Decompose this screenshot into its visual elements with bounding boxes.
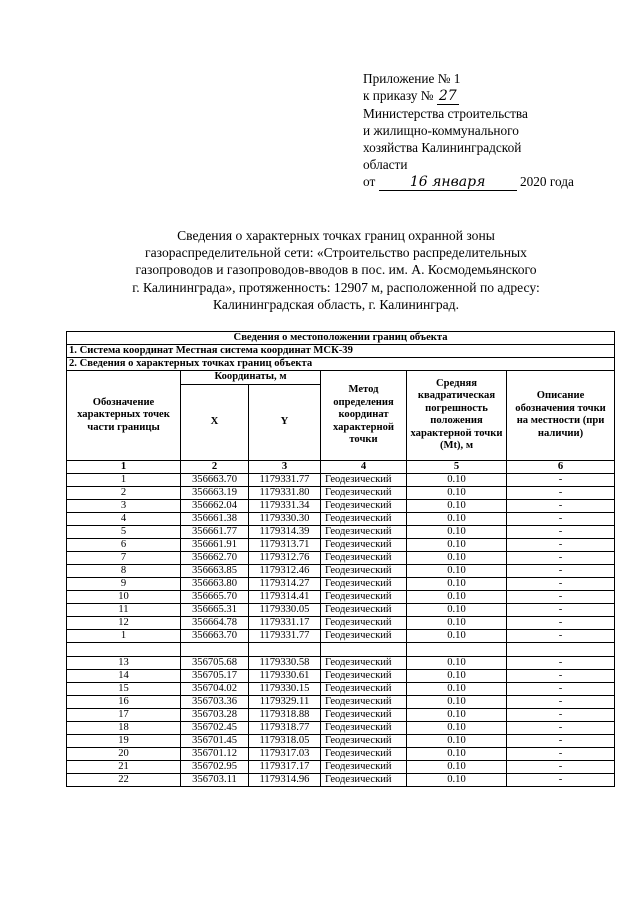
description-cell: - <box>507 603 615 616</box>
document-title <box>96 227 576 313</box>
table-row <box>67 734 615 747</box>
x-coordinate-cell: 356663.19 <box>181 486 249 499</box>
method-cell: Геодезический <box>321 747 407 760</box>
table-row <box>67 473 615 486</box>
y-coordinate-cell: 1179317.17 <box>249 760 321 773</box>
error-cell: 0.10 <box>407 512 507 525</box>
title-line-2: газораспределительной сети: «Строительство распределительных <box>145 245 527 261</box>
title-line-1: Сведения о характерных точках границ охранной зоны <box>177 228 495 243</box>
order-date-line <box>363 173 623 191</box>
y-coordinate-cell: 1179312.76 <box>249 551 321 564</box>
x-coordinate-cell: 356662.04 <box>181 499 249 512</box>
order-number-handwritten: 27 <box>437 89 459 105</box>
x-coordinate-cell: 356663.70 <box>181 473 249 486</box>
table-row <box>67 747 615 760</box>
order-prefix: к приказу № <box>363 88 434 103</box>
error-cell: 0.10 <box>407 682 507 695</box>
coordinate-system-row: 1. Система координат Местная система координат МСК-39 <box>67 345 615 358</box>
error-cell: 0.10 <box>407 616 507 629</box>
table-row <box>67 669 615 682</box>
point-number-cell: 7 <box>67 551 181 564</box>
description-cell: - <box>507 616 615 629</box>
method-cell: Геодезический <box>321 603 407 616</box>
y-coordinate-cell: 1179331.80 <box>249 486 321 499</box>
table-row <box>67 525 615 538</box>
col-error-header: Средняя квадратическая погрешность положения характерной точки (Mt), м <box>407 371 507 461</box>
description-cell: - <box>507 486 615 499</box>
description-cell: - <box>507 708 615 721</box>
point-number-cell: 11 <box>67 603 181 616</box>
point-number-cell: 5 <box>67 525 181 538</box>
point-number-cell: 1 <box>67 473 181 486</box>
point-number-cell: 3 <box>67 499 181 512</box>
description-cell: - <box>507 629 615 642</box>
col-x-header: X <box>181 384 249 460</box>
error-cell: 0.10 <box>407 473 507 486</box>
error-cell: 0.10 <box>407 629 507 642</box>
date-suffix: 2020 года <box>519 174 574 189</box>
y-coordinate-cell: 1179330.30 <box>249 512 321 525</box>
point-number-cell: 10 <box>67 590 181 603</box>
description-cell: - <box>507 525 615 538</box>
table-row <box>67 682 615 695</box>
error-cell: 0.10 <box>407 721 507 734</box>
title-line-3: газопроводов и газопроводов-вводов в пос. им. А. Космодемьянского <box>135 262 537 278</box>
description-cell: - <box>507 747 615 760</box>
date-prefix: от <box>363 174 376 189</box>
y-coordinate-cell: 1179330.58 <box>249 656 321 669</box>
y-coordinate-cell: 1179318.05 <box>249 734 321 747</box>
x-coordinate-cell: 356703.11 <box>181 773 249 786</box>
col-number-1: 1 <box>67 460 181 473</box>
x-coordinate-cell: 356702.95 <box>181 760 249 773</box>
boundary-points-table <box>66 331 615 787</box>
point-number-cell: 17 <box>67 708 181 721</box>
y-coordinate-cell: 1179317.03 <box>249 747 321 760</box>
error-cell: 0.10 <box>407 577 507 590</box>
point-number-cell: 8 <box>67 564 181 577</box>
y-coordinate-cell: 1179330.15 <box>249 682 321 695</box>
ministry-line-3: хозяйства Калининградской <box>363 140 522 155</box>
method-cell: Геодезический <box>321 590 407 603</box>
method-cell: Геодезический <box>321 721 407 734</box>
error-cell: 0.10 <box>407 538 507 551</box>
table-row <box>67 656 615 669</box>
method-cell: Геодезический <box>321 773 407 786</box>
y-coordinate-cell: 1179318.77 <box>249 721 321 734</box>
table-row <box>67 721 615 734</box>
ministry-line-1: Министерства строительства <box>363 106 528 121</box>
col-y-header: Y <box>249 384 321 460</box>
method-cell: Геодезический <box>321 682 407 695</box>
error-cell: 0.10 <box>407 773 507 786</box>
x-coordinate-cell: 356702.45 <box>181 721 249 734</box>
method-cell: Геодезический <box>321 538 407 551</box>
y-coordinate-cell: 1179329.11 <box>249 695 321 708</box>
col-number-2: 2 <box>181 460 249 473</box>
table-row <box>67 629 615 642</box>
error-cell: 0.10 <box>407 734 507 747</box>
date-handwritten: 16 января <box>379 175 517 191</box>
error-cell: 0.10 <box>407 603 507 616</box>
blank-cell <box>407 642 507 656</box>
error-cell: 0.10 <box>407 760 507 773</box>
appendix-title: Приложение № 1 <box>363 71 461 86</box>
col-number-3: 3 <box>249 460 321 473</box>
point-number-cell: 20 <box>67 747 181 760</box>
error-cell: 0.10 <box>407 564 507 577</box>
error-cell: 0.10 <box>407 499 507 512</box>
y-coordinate-cell: 1179331.77 <box>249 629 321 642</box>
method-cell: Геодезический <box>321 629 407 642</box>
point-number-cell: 4 <box>67 512 181 525</box>
point-number-cell: 9 <box>67 577 181 590</box>
point-number-cell: 19 <box>67 734 181 747</box>
error-cell: 0.10 <box>407 695 507 708</box>
table-row <box>67 564 615 577</box>
point-number-cell: 1 <box>67 629 181 642</box>
method-cell: Геодезический <box>321 564 407 577</box>
x-coordinate-cell: 356703.28 <box>181 708 249 721</box>
table-row <box>67 538 615 551</box>
y-coordinate-cell: 1179312.46 <box>249 564 321 577</box>
point-number-cell: 16 <box>67 695 181 708</box>
ministry-line-2: и жилищно-коммунального <box>363 123 519 138</box>
description-cell: - <box>507 760 615 773</box>
error-cell: 0.10 <box>407 747 507 760</box>
table-row <box>67 577 615 590</box>
blank-cell <box>67 642 181 656</box>
y-coordinate-cell: 1179330.61 <box>249 669 321 682</box>
y-coordinate-cell: 1179331.77 <box>249 473 321 486</box>
description-cell: - <box>507 682 615 695</box>
point-number-cell: 15 <box>67 682 181 695</box>
method-cell: Геодезический <box>321 512 407 525</box>
description-cell: - <box>507 721 615 734</box>
x-coordinate-cell: 356665.31 <box>181 603 249 616</box>
point-number-cell: 2 <box>67 486 181 499</box>
col-number-5: 5 <box>407 460 507 473</box>
col-method-header: Метод определения координат характерной точки <box>321 371 407 461</box>
description-cell: - <box>507 512 615 525</box>
description-cell: - <box>507 499 615 512</box>
y-coordinate-cell: 1179330.05 <box>249 603 321 616</box>
method-cell: Геодезический <box>321 656 407 669</box>
point-group-2 <box>67 656 615 786</box>
error-cell: 0.10 <box>407 669 507 682</box>
description-cell: - <box>507 656 615 669</box>
description-cell: - <box>507 551 615 564</box>
description-cell: - <box>507 590 615 603</box>
blank-cell <box>249 642 321 656</box>
points-section-row: 2. Сведения о характерных точках границ объекта <box>67 358 615 371</box>
method-cell: Геодезический <box>321 577 407 590</box>
x-coordinate-cell: 356701.12 <box>181 747 249 760</box>
x-coordinate-cell: 356663.85 <box>181 564 249 577</box>
description-cell: - <box>507 473 615 486</box>
col-number-4: 4 <box>321 460 407 473</box>
order-number-line <box>363 87 623 105</box>
x-coordinate-cell: 356663.70 <box>181 629 249 642</box>
x-coordinate-cell: 356661.91 <box>181 538 249 551</box>
blank-cell <box>507 642 615 656</box>
table-row <box>67 603 615 616</box>
method-cell: Геодезический <box>321 669 407 682</box>
table-heading: Сведения о местоположении границ объекта <box>67 332 615 345</box>
table-row <box>67 773 615 786</box>
error-cell: 0.10 <box>407 708 507 721</box>
table-row <box>67 551 615 564</box>
x-coordinate-cell: 356705.17 <box>181 669 249 682</box>
x-coordinate-cell: 356661.77 <box>181 525 249 538</box>
x-coordinate-cell: 356704.02 <box>181 682 249 695</box>
error-cell: 0.10 <box>407 525 507 538</box>
table-row <box>67 760 615 773</box>
method-cell: Геодезический <box>321 708 407 721</box>
ministry-line-4: области <box>363 157 408 172</box>
point-number-cell: 13 <box>67 656 181 669</box>
point-number-cell: 14 <box>67 669 181 682</box>
x-coordinate-cell: 356664.78 <box>181 616 249 629</box>
point-group-1 <box>67 473 615 642</box>
table-row <box>67 486 615 499</box>
x-coordinate-cell: 356663.80 <box>181 577 249 590</box>
col-desc-header: Описание обозначения точки на местности (при наличии) <box>507 371 615 461</box>
col-point-header: Обозначение характерных точек части границы <box>67 371 181 461</box>
x-coordinate-cell: 356701.45 <box>181 734 249 747</box>
x-coordinate-cell: 356662.70 <box>181 551 249 564</box>
x-coordinate-cell: 356703.36 <box>181 695 249 708</box>
table-header <box>67 332 615 474</box>
y-coordinate-cell: 1179331.34 <box>249 499 321 512</box>
description-cell: - <box>507 669 615 682</box>
appendix-block <box>363 70 623 191</box>
table-row <box>67 512 615 525</box>
error-cell: 0.10 <box>407 656 507 669</box>
method-cell: Геодезический <box>321 695 407 708</box>
description-cell: - <box>507 564 615 577</box>
error-cell: 0.10 <box>407 486 507 499</box>
y-coordinate-cell: 1179314.96 <box>249 773 321 786</box>
title-line-5: Калининградская область, г. Калининград. <box>212 296 459 312</box>
method-cell: Геодезический <box>321 616 407 629</box>
point-number-cell: 22 <box>67 773 181 786</box>
point-number-cell: 18 <box>67 721 181 734</box>
table-row <box>67 708 615 721</box>
description-cell: - <box>507 773 615 786</box>
x-coordinate-cell: 356665.70 <box>181 590 249 603</box>
method-cell: Геодезический <box>321 499 407 512</box>
point-number-cell: 6 <box>67 538 181 551</box>
method-cell: Геодезический <box>321 734 407 747</box>
table-row <box>67 499 615 512</box>
title-line-4: г. Калининграда», протяженность: 12907 м, расположенной по адресу: <box>132 279 540 295</box>
description-cell: - <box>507 577 615 590</box>
point-number-cell: 21 <box>67 760 181 773</box>
y-coordinate-cell: 1179314.41 <box>249 590 321 603</box>
col-coords-header: Координаты, м <box>181 371 321 385</box>
blank-cell <box>181 642 249 656</box>
y-coordinate-cell: 1179314.39 <box>249 525 321 538</box>
method-cell: Геодезический <box>321 760 407 773</box>
method-cell: Геодезический <box>321 551 407 564</box>
error-cell: 0.10 <box>407 590 507 603</box>
description-cell: - <box>507 538 615 551</box>
method-cell: Геодезический <box>321 525 407 538</box>
description-cell: - <box>507 695 615 708</box>
blank-cell <box>321 642 407 656</box>
y-coordinate-cell: 1179313.71 <box>249 538 321 551</box>
y-coordinate-cell: 1179318.88 <box>249 708 321 721</box>
table-row <box>67 590 615 603</box>
method-cell: Геодезический <box>321 486 407 499</box>
y-coordinate-cell: 1179314.27 <box>249 577 321 590</box>
point-number-cell: 12 <box>67 616 181 629</box>
group-separator <box>67 642 615 656</box>
error-cell: 0.10 <box>407 551 507 564</box>
col-number-6: 6 <box>507 460 615 473</box>
y-coordinate-cell: 1179331.17 <box>249 616 321 629</box>
method-cell: Геодезический <box>321 473 407 486</box>
x-coordinate-cell: 356705.68 <box>181 656 249 669</box>
description-cell: - <box>507 734 615 747</box>
x-coordinate-cell: 356661.38 <box>181 512 249 525</box>
table-row <box>67 695 615 708</box>
table-row <box>67 616 615 629</box>
